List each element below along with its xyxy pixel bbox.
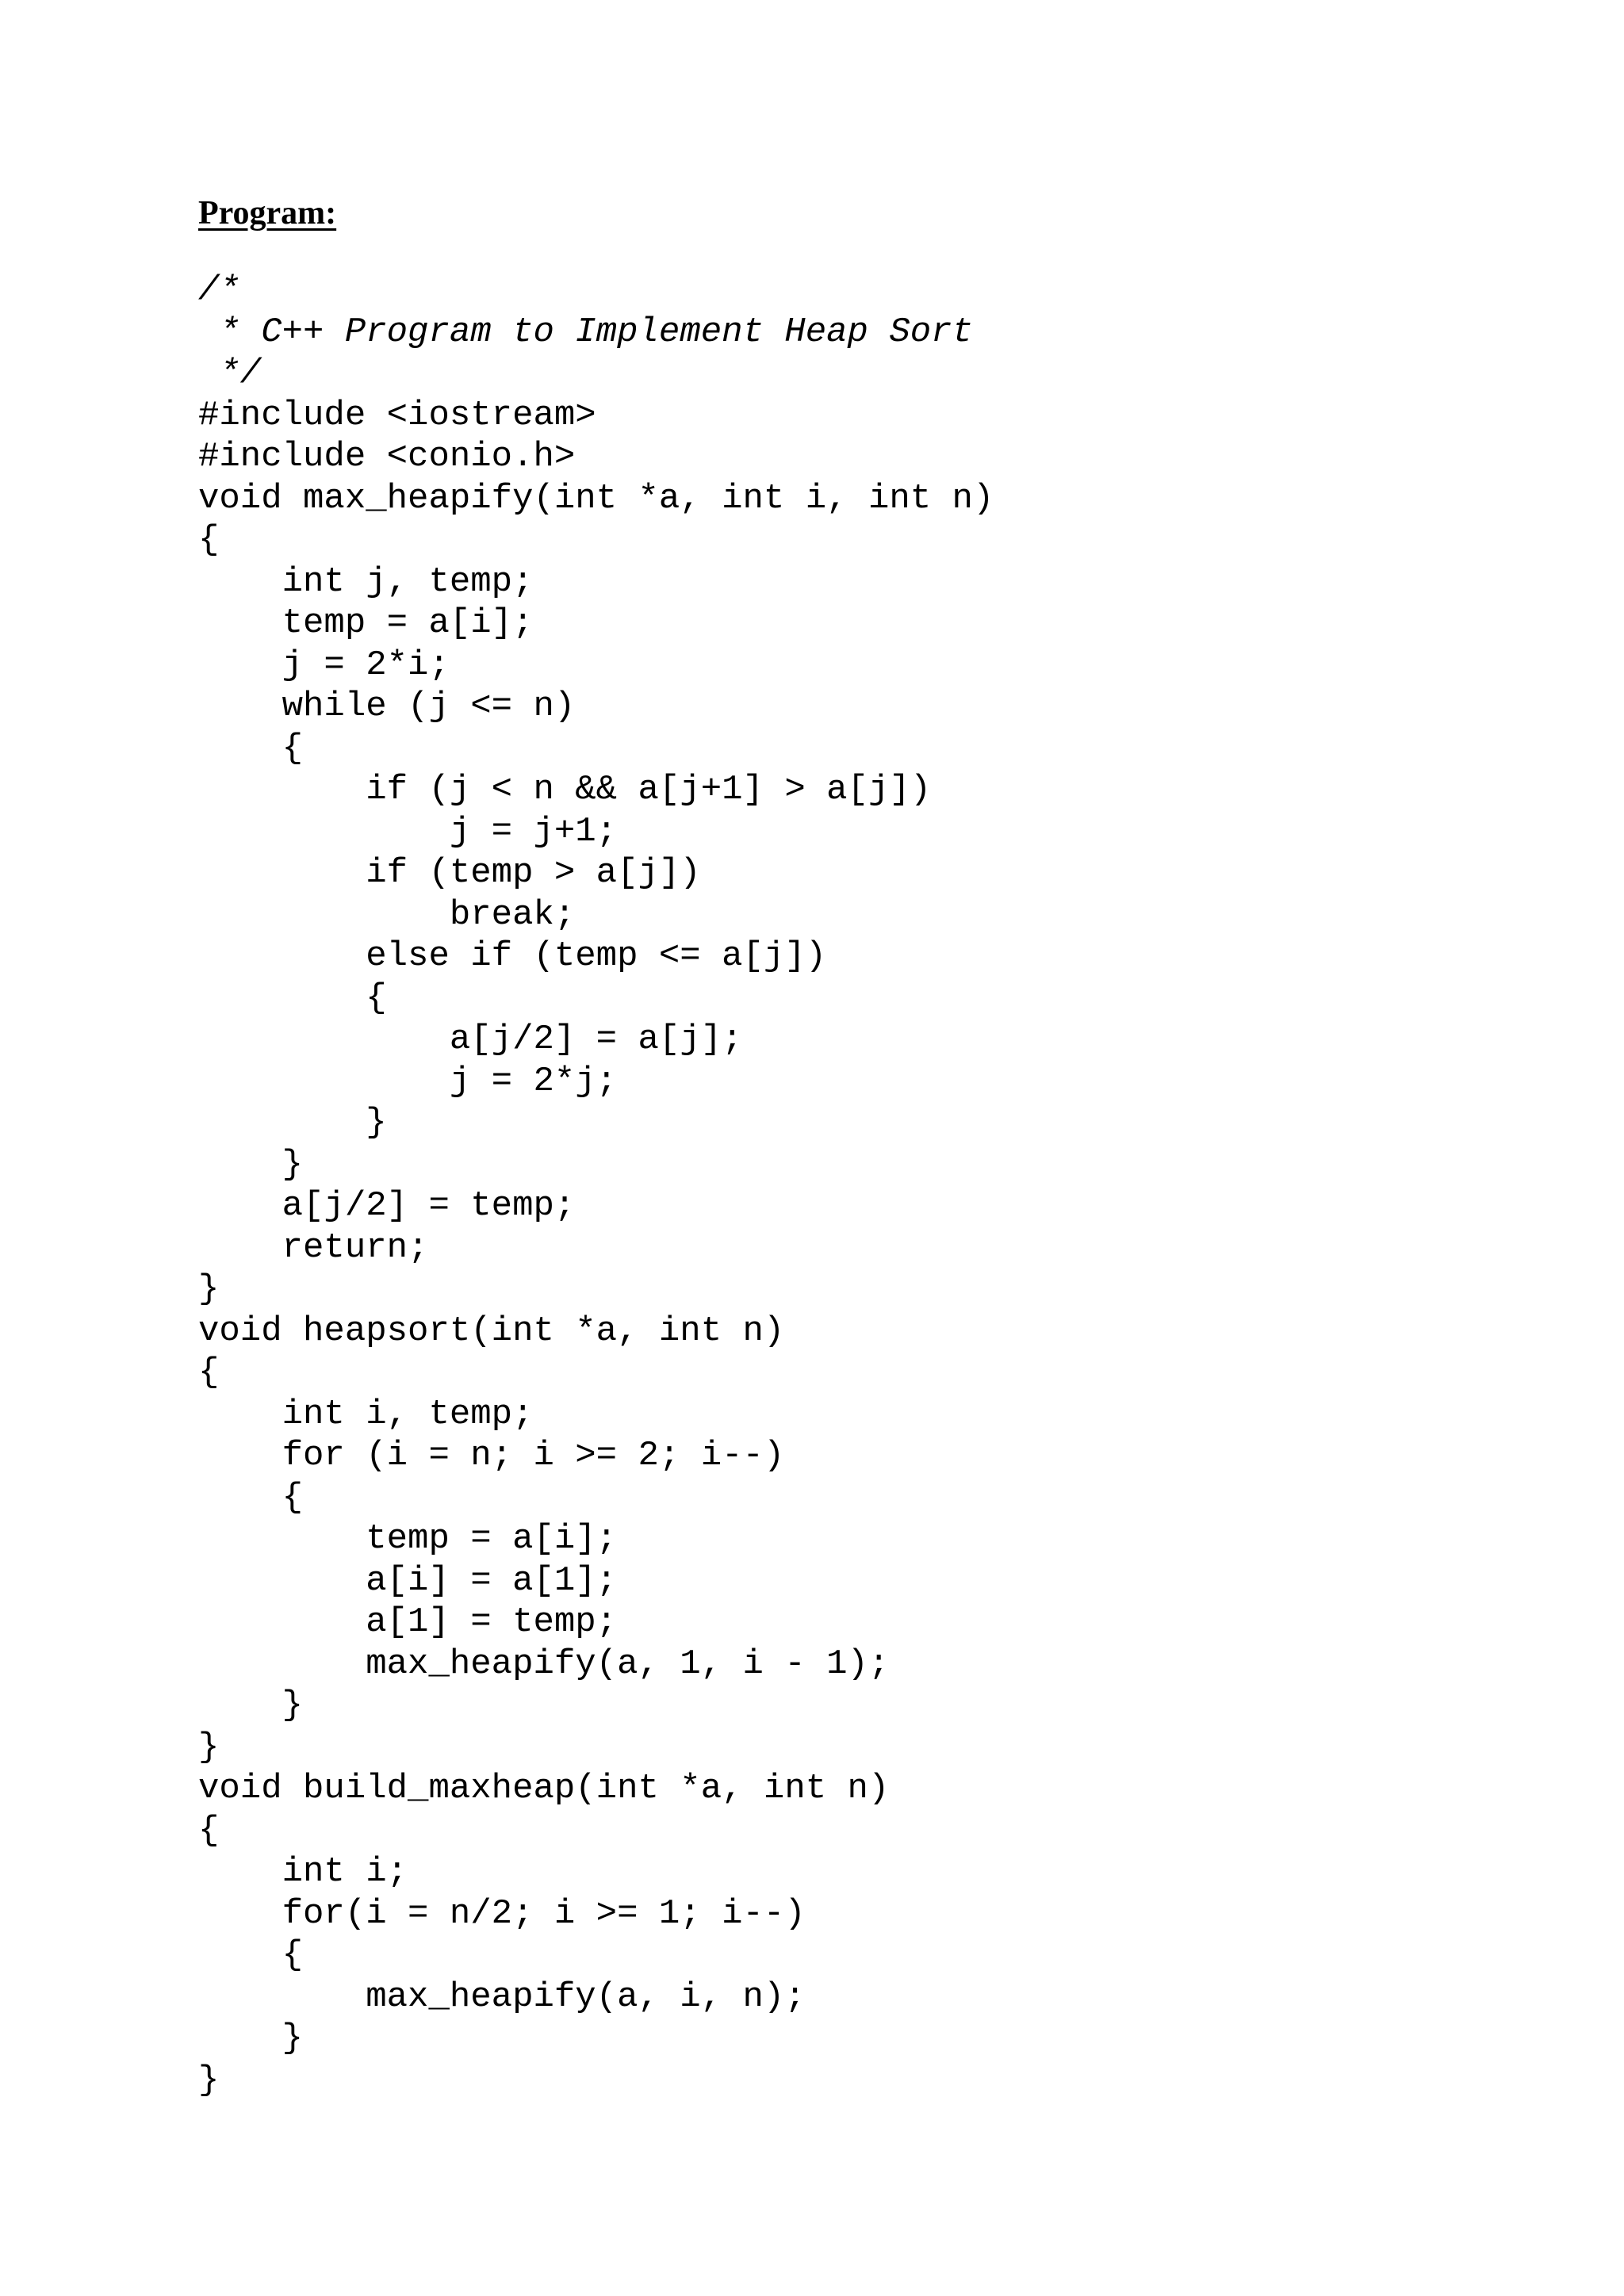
code-line: j = 2*i; xyxy=(198,645,450,685)
code-line: void max_heapify(int *a, int i, int n) xyxy=(198,478,994,519)
code-line: while (j <= n) xyxy=(198,687,576,726)
code-line: break; xyxy=(198,894,576,935)
code-line: temp = a[i]; xyxy=(198,603,534,643)
code-line: j = j+1; xyxy=(198,811,618,851)
code-line: { xyxy=(198,1935,304,1975)
code-line: { xyxy=(198,1810,220,1850)
code-comment-line: */ xyxy=(198,354,262,393)
code-line: { xyxy=(198,520,220,560)
code-line: else if (temp <= a[j]) xyxy=(198,936,827,976)
code-line: return; xyxy=(198,1227,429,1268)
code-line: } xyxy=(198,1269,220,1309)
code-line: if (temp > a[j]) xyxy=(198,853,701,893)
code-line: int i; xyxy=(198,1852,408,1892)
code-line: } xyxy=(198,1103,387,1142)
code-line: a[i] = a[1]; xyxy=(198,1560,618,1601)
code-line: } xyxy=(198,2060,220,2100)
code-line: #include <iostream> xyxy=(198,395,596,435)
code-line: max_heapify(a, i, n); xyxy=(198,1976,806,2017)
code-line: #include <conio.h> xyxy=(198,437,576,476)
section-heading: Program: xyxy=(198,195,337,232)
code-line: j = 2*j; xyxy=(198,1061,618,1101)
code-listing xyxy=(198,270,994,2101)
code-line: a[j/2] = a[j]; xyxy=(198,1020,743,1059)
code-line: } xyxy=(198,1727,220,1767)
code-comment-line: * C++ Program to Implement Heap Sort xyxy=(198,312,973,352)
code-line: { xyxy=(198,1353,220,1392)
code-line: { xyxy=(198,728,304,768)
code-line: void build_maxheap(int *a, int n) xyxy=(198,1769,890,1808)
code-line: } xyxy=(198,1144,304,1184)
code-line: for(i = n/2; i >= 1; i--) xyxy=(198,1893,806,1934)
code-line: int i, temp; xyxy=(198,1394,534,1434)
code-line: max_heapify(a, 1, i - 1); xyxy=(198,1644,890,1684)
code-line: } xyxy=(198,1686,304,1725)
code-comment-line: /* xyxy=(198,270,240,310)
code-line: for (i = n; i >= 2; i--) xyxy=(198,1436,785,1475)
code-line: if (j < n && a[j+1] > a[j]) xyxy=(198,770,932,809)
code-line: a[1] = temp; xyxy=(198,1602,618,1642)
code-line: a[j/2] = temp; xyxy=(198,1186,576,1226)
code-line: void heapsort(int *a, int n) xyxy=(198,1311,785,1351)
code-line: int j, temp; xyxy=(198,561,534,602)
code-line: } xyxy=(198,2019,304,2058)
code-line: temp = a[i]; xyxy=(198,1519,618,1559)
code-line: { xyxy=(198,1477,304,1517)
code-line: { xyxy=(198,978,387,1018)
